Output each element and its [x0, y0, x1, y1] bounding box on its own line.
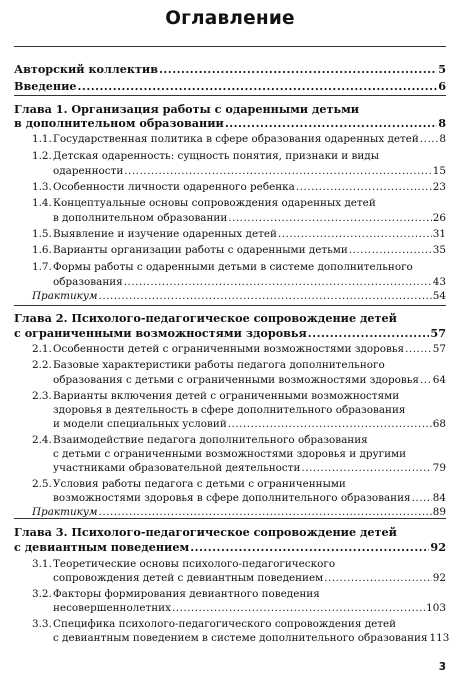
toc-entry[interactable]: Особенности детей с ограниченными возможностями здоровья ..... 57 — [53, 343, 446, 356]
section-number: 2.4. — [32, 434, 52, 446]
section-number: 1.4. — [32, 197, 52, 209]
toc-entry-text[interactable]: Базовые характеристики работы педагога дополнительного — [53, 359, 385, 371]
chapter-title[interactable]: в дополнительном образовании ..... 8 — [14, 117, 446, 130]
toc-entry[interactable]: Государственная политика в сфере образования одаренных детей ..... 8 — [53, 133, 446, 146]
section-number: 2.5. — [32, 478, 52, 490]
toc-entry[interactable]: возможностями здоровья в сфере дополнительного образования ..... 84 — [53, 492, 446, 505]
toc-entry-text[interactable]: Факторы формирования девиантного поведения — [53, 588, 320, 600]
divider — [14, 305, 446, 306]
toc-entry-text[interactable]: с детьми с ограниченными возможностями здоровья и другими — [53, 448, 406, 460]
chapter-title[interactable]: с ограниченными возможностями здоровья ..... 57 — [14, 327, 446, 340]
toc-entry[interactable]: несовершеннолетних ..... 103 — [53, 602, 446, 615]
toc-entry[interactable]: образования с детьми с ограниченными возможностями здоровья ..... 64 — [53, 374, 446, 387]
section-number: 1.7. — [32, 261, 52, 273]
practicum-entry[interactable]: Практикум ..... 89 — [32, 506, 446, 519]
section-number: 1.5. — [32, 228, 52, 240]
section-number: 2.2. — [32, 359, 52, 371]
toc-entry-text[interactable]: Варианты включения детей с ограниченными возможностями — [53, 390, 400, 402]
practicum-entry[interactable]: Практикум ..... 54 — [32, 290, 446, 303]
section-number: 3.2. — [32, 588, 52, 600]
toc-entry[interactable]: образования ..... 43 — [53, 276, 446, 289]
section-number: 3.1. — [32, 558, 52, 570]
toc-entry[interactable]: Выявление и изучение одаренных детей ..... 31 — [53, 228, 446, 241]
section-number: 1.2. — [32, 150, 52, 162]
toc-entry[interactable]: Авторский коллектив ..... 5 — [14, 63, 446, 76]
divider — [14, 46, 446, 47]
section-number: 1.1. — [32, 133, 52, 145]
page-number: 3 — [438, 661, 446, 673]
toc-entry[interactable]: участниками образовательной деятельности ..... 79 — [53, 462, 446, 475]
toc-entry[interactable]: Введение ..... 6 — [14, 80, 446, 93]
toc-entry-text[interactable]: здоровья в деятельность в сфере дополнительного образования — [53, 404, 406, 416]
toc-entry-text[interactable]: Взаимодействие педагога дополнительного образования — [53, 434, 368, 446]
chapter-title[interactable]: Глава 3. Психолого-педагогическое сопровождение детей — [14, 525, 397, 539]
section-number: 1.6. — [32, 244, 52, 256]
toc-entry-text[interactable]: Концептуальные основы сопровождения одаренных детей — [53, 197, 376, 209]
divider — [14, 95, 446, 96]
toc-entry-text[interactable]: Условия работы педагога с детьми с ограниченными — [53, 478, 346, 490]
toc-entry[interactable]: с девиантным поведением в системе дополнительного образования 113 — [53, 632, 450, 644]
page-title: Оглавление — [165, 8, 295, 29]
toc-entry-text[interactable]: Теоретические основы психолого-педагогического — [53, 558, 336, 570]
toc-entry[interactable]: в дополнительном образовании ..... 26 — [53, 212, 446, 225]
chapter-title[interactable]: Глава 2. Психолого-педагогическое сопровождение детей — [14, 311, 397, 325]
toc-entry[interactable]: Особенности личности одаренного ребенка ..... 23 — [53, 181, 446, 194]
chapter-title[interactable]: с девиантным поведением ..... 92 — [14, 541, 446, 554]
section-number: 1.3. — [32, 181, 52, 193]
toc-entry[interactable]: Варианты организации работы с одаренными детьми ..... 35 — [53, 244, 446, 257]
section-number: 2.1. — [32, 343, 52, 355]
chapter-title[interactable]: Глава 1. Организация работы с одаренными детьми — [14, 102, 360, 116]
toc-entry[interactable]: сопровождения детей с девиантным поведением ..... 92 — [53, 572, 446, 585]
toc-entry[interactable]: и модели специальных условий ..... 68 — [53, 418, 446, 431]
toc-entry-text[interactable]: Формы работы с одаренными детьми в системе дополнительного — [53, 261, 413, 273]
section-number: 2.3. — [32, 390, 52, 402]
toc-entry-text[interactable]: Детская одаренность: сущность понятия, признаки и виды — [53, 150, 379, 162]
section-number: 3.3. — [32, 618, 52, 630]
toc-entry[interactable]: одаренности ..... 15 — [53, 165, 446, 178]
toc-entry-text[interactable]: Специфика психолого-педагогического сопровождения детей — [53, 618, 397, 630]
